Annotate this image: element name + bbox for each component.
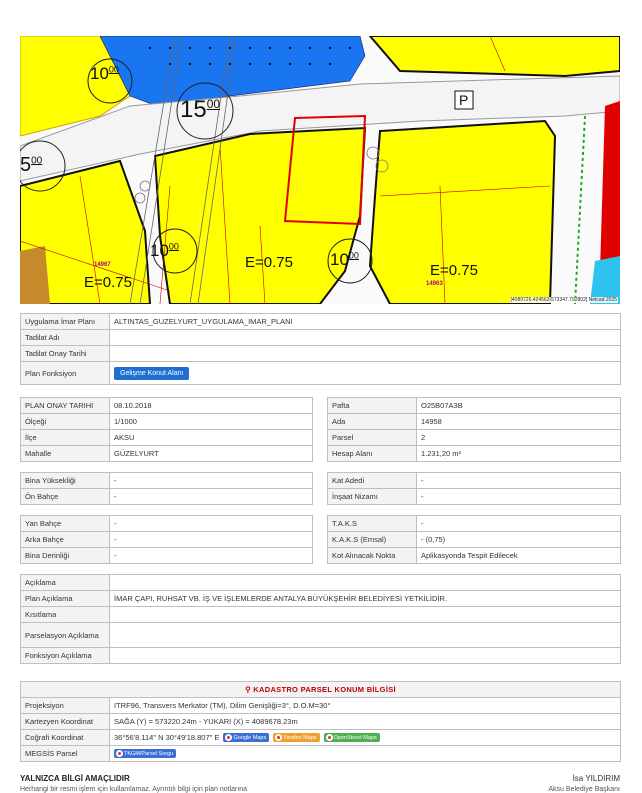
info-right-table	[327, 397, 621, 462]
taks-value: -	[417, 516, 621, 532]
google-maps-button[interactable]	[223, 733, 269, 742]
info-left-table	[20, 397, 313, 462]
tadilat-adi-label: Tadilat Adı	[21, 330, 110, 346]
bina-derinligi-value: -	[110, 548, 313, 564]
footer-disclaimer-title: YALNIZCA BİLGİ AMAÇLIDIR	[20, 774, 130, 783]
megsis-label: MEGSİS Parsel	[21, 746, 110, 762]
arka-bahce-label: Arka Bahçe	[21, 532, 110, 548]
map-label-width-15: $15^{00}$	[180, 96, 221, 123]
kat-adedi-label: Kat Adedi	[328, 473, 417, 489]
kaks-value: - (0,75)	[417, 532, 621, 548]
aciklama-value	[110, 575, 621, 591]
plan-value: ALTINTAS_GUZELYURT_UYGULAMA_IMAR_PLANI	[110, 314, 621, 330]
yan-bahce-value: -	[110, 516, 313, 532]
mahalle-label: Mahalle	[21, 446, 110, 462]
footer-signatory-name: İsa YILDIRIM	[572, 774, 620, 783]
kadastro-title: KADASTRO PARSEL KONUM BİLGİSİ	[253, 685, 396, 694]
yard-right-table	[327, 515, 621, 564]
on-bahce-label: Ön Bahçe	[21, 489, 110, 505]
insaat-nizami-value: -	[417, 489, 621, 505]
fonksiyon-aciklama-label: Fonksiyon Açıklama	[21, 648, 110, 664]
map-pin-icon	[225, 734, 232, 741]
ada-label: Ada	[328, 414, 417, 430]
yard-left-table	[20, 515, 313, 564]
openstreet-maps-label: OpenStreet Maps	[333, 735, 377, 742]
map-label-emsal-2: E=0.75	[245, 254, 293, 271]
build-left-table	[20, 472, 313, 505]
map-label-width-10: $10^{00}$	[90, 64, 119, 83]
cografi-value: 36°56'8.114" N 30°49'18.807" E	[114, 732, 220, 742]
tadilat-onay-label: Tadilat Onay Tarihi	[21, 346, 110, 362]
olcek-value: 1/1000	[110, 414, 313, 430]
map-label-emsal-1: E=0.75	[84, 274, 132, 291]
ilce-label: İlçe	[21, 430, 110, 446]
plan-aciklama-value: İMAR ÇAPI, RUHSAT VB. İŞ VE İŞLEMLERDE ANTALYA BÜYÜKŞEHİR BELEDİYESİ YETKİLİDİR.	[110, 591, 621, 607]
footer-signatory-title: Aksu Belediye Başkanı	[548, 786, 620, 793]
kartezyen-value: SAĞA (Y) = 573220.24m - YUKARI (X) = 4089678.23m	[110, 714, 621, 730]
tadilat-onay-value	[110, 346, 621, 362]
hesap-alani-label: Hesap Alanı	[328, 446, 417, 462]
ada-value: 14958	[417, 414, 621, 430]
bina-yuksekligi-label: Bina Yüksekliği	[21, 473, 110, 489]
bina-yuksekligi-value: -	[110, 473, 313, 489]
projeksiyon-label: Projeksiyon	[21, 698, 110, 714]
fonksiyon-aciklama-value	[110, 648, 621, 664]
kot-label: Kot Alınacak Nokta	[328, 548, 417, 564]
kat-adedi-value: -	[417, 473, 621, 489]
mahalle-value: GÜZELYURT	[110, 446, 313, 462]
map-label-parcel-14963: 14963	[426, 281, 443, 287]
parselasyon-aciklama-label: Parselasyon Açıklama	[21, 623, 110, 648]
taks-label: T.A.K.S	[328, 516, 417, 532]
plan-label: Uygulama İmar Planı	[21, 314, 110, 330]
tadilat-adi-value	[110, 330, 621, 346]
tkgm-label: TKGM/Parsel Sorgu	[124, 751, 174, 758]
google-maps-label: Google Maps	[233, 735, 267, 742]
map-label-parcel-14967: 14967	[94, 262, 111, 268]
parselasyon-aciklama-value	[110, 623, 621, 648]
pafta-value: O25B07A3B	[417, 398, 621, 414]
insaat-nizami-label: İnşaat Nizamı	[328, 489, 417, 505]
map-label-emsal-3: E=0.75	[430, 262, 478, 279]
yandex-maps-button[interactable]	[273, 733, 319, 742]
projeksiyon-value: ITRF96, Transvers Merkator (TM), Dilim Genişliği=3°, D.O.M=30°	[110, 698, 621, 714]
bina-derinligi-label: Bina Derinliği	[21, 548, 110, 564]
plan-aciklama-label: Plan Açıklama	[21, 591, 110, 607]
map-label-width-10-c: $10^{00}$	[330, 250, 359, 269]
yandex-maps-label: Yandex Maps	[283, 735, 317, 742]
kartezyen-label: Kartezyen Koordinat	[21, 714, 110, 730]
plan-function-button[interactable]: Gelişme Konut Alanı	[114, 367, 189, 380]
map-coordinate-readout: [4089726.424562-573347.792802] Netcad 2025	[510, 297, 617, 303]
build-right-table	[327, 472, 621, 505]
map-pin-icon	[326, 734, 333, 741]
footer-disclaimer-text: Herhangi bir resmi işlem için kullanılamaz. Ayrıntılı bilgi için plan notlarına	[20, 786, 248, 793]
ilce-value: AKSU	[110, 430, 313, 446]
tkgm-parsel-sorgu-button[interactable]	[114, 749, 176, 758]
map-label-width-5: $5^{00}$	[20, 154, 43, 176]
zoning-map[interactable]	[20, 36, 620, 304]
arka-bahce-value: -	[110, 532, 313, 548]
plan-function-label: Plan Fonksiyon	[21, 362, 110, 385]
pafta-label: Pafta	[328, 398, 417, 414]
notes-table	[20, 574, 621, 664]
on-bahce-value: -	[110, 489, 313, 505]
kot-value: Aplikasyonda Tespit Edilecek	[417, 548, 621, 564]
cografi-cell	[110, 730, 621, 746]
map-label-width-10-b: $10^{00}$	[150, 241, 179, 260]
plan-table	[20, 313, 621, 385]
kisitlama-label: Kısıtlama	[21, 607, 110, 623]
kadastro-header	[21, 682, 621, 698]
parsel-value: 2	[417, 430, 621, 446]
map-label-parking: P	[459, 92, 469, 108]
hesap-alani-value: 1.231,20 m²	[417, 446, 621, 462]
kadastro-table	[20, 681, 621, 762]
cografi-label: Coğrafi Koordinat	[21, 730, 110, 746]
location-pin-icon: ⚲	[245, 685, 251, 694]
plan-onay-tarihi-value: 08.10.2018	[110, 398, 313, 414]
plan-onay-tarihi-label: PLAN ONAY TARIHI	[21, 398, 110, 414]
map-pin-icon	[275, 734, 282, 741]
aciklama-label: Açıklama	[21, 575, 110, 591]
openstreet-maps-button[interactable]	[324, 733, 380, 742]
kaks-label: K.A.K.S (Emsal)	[328, 532, 417, 548]
olcek-label: Ölçeği	[21, 414, 110, 430]
kisitlama-value	[110, 607, 621, 623]
map-pin-icon	[116, 750, 123, 757]
yan-bahce-label: Yan Bahçe	[21, 516, 110, 532]
parsel-label: Parsel	[328, 430, 417, 446]
megsis-cell	[110, 746, 621, 762]
